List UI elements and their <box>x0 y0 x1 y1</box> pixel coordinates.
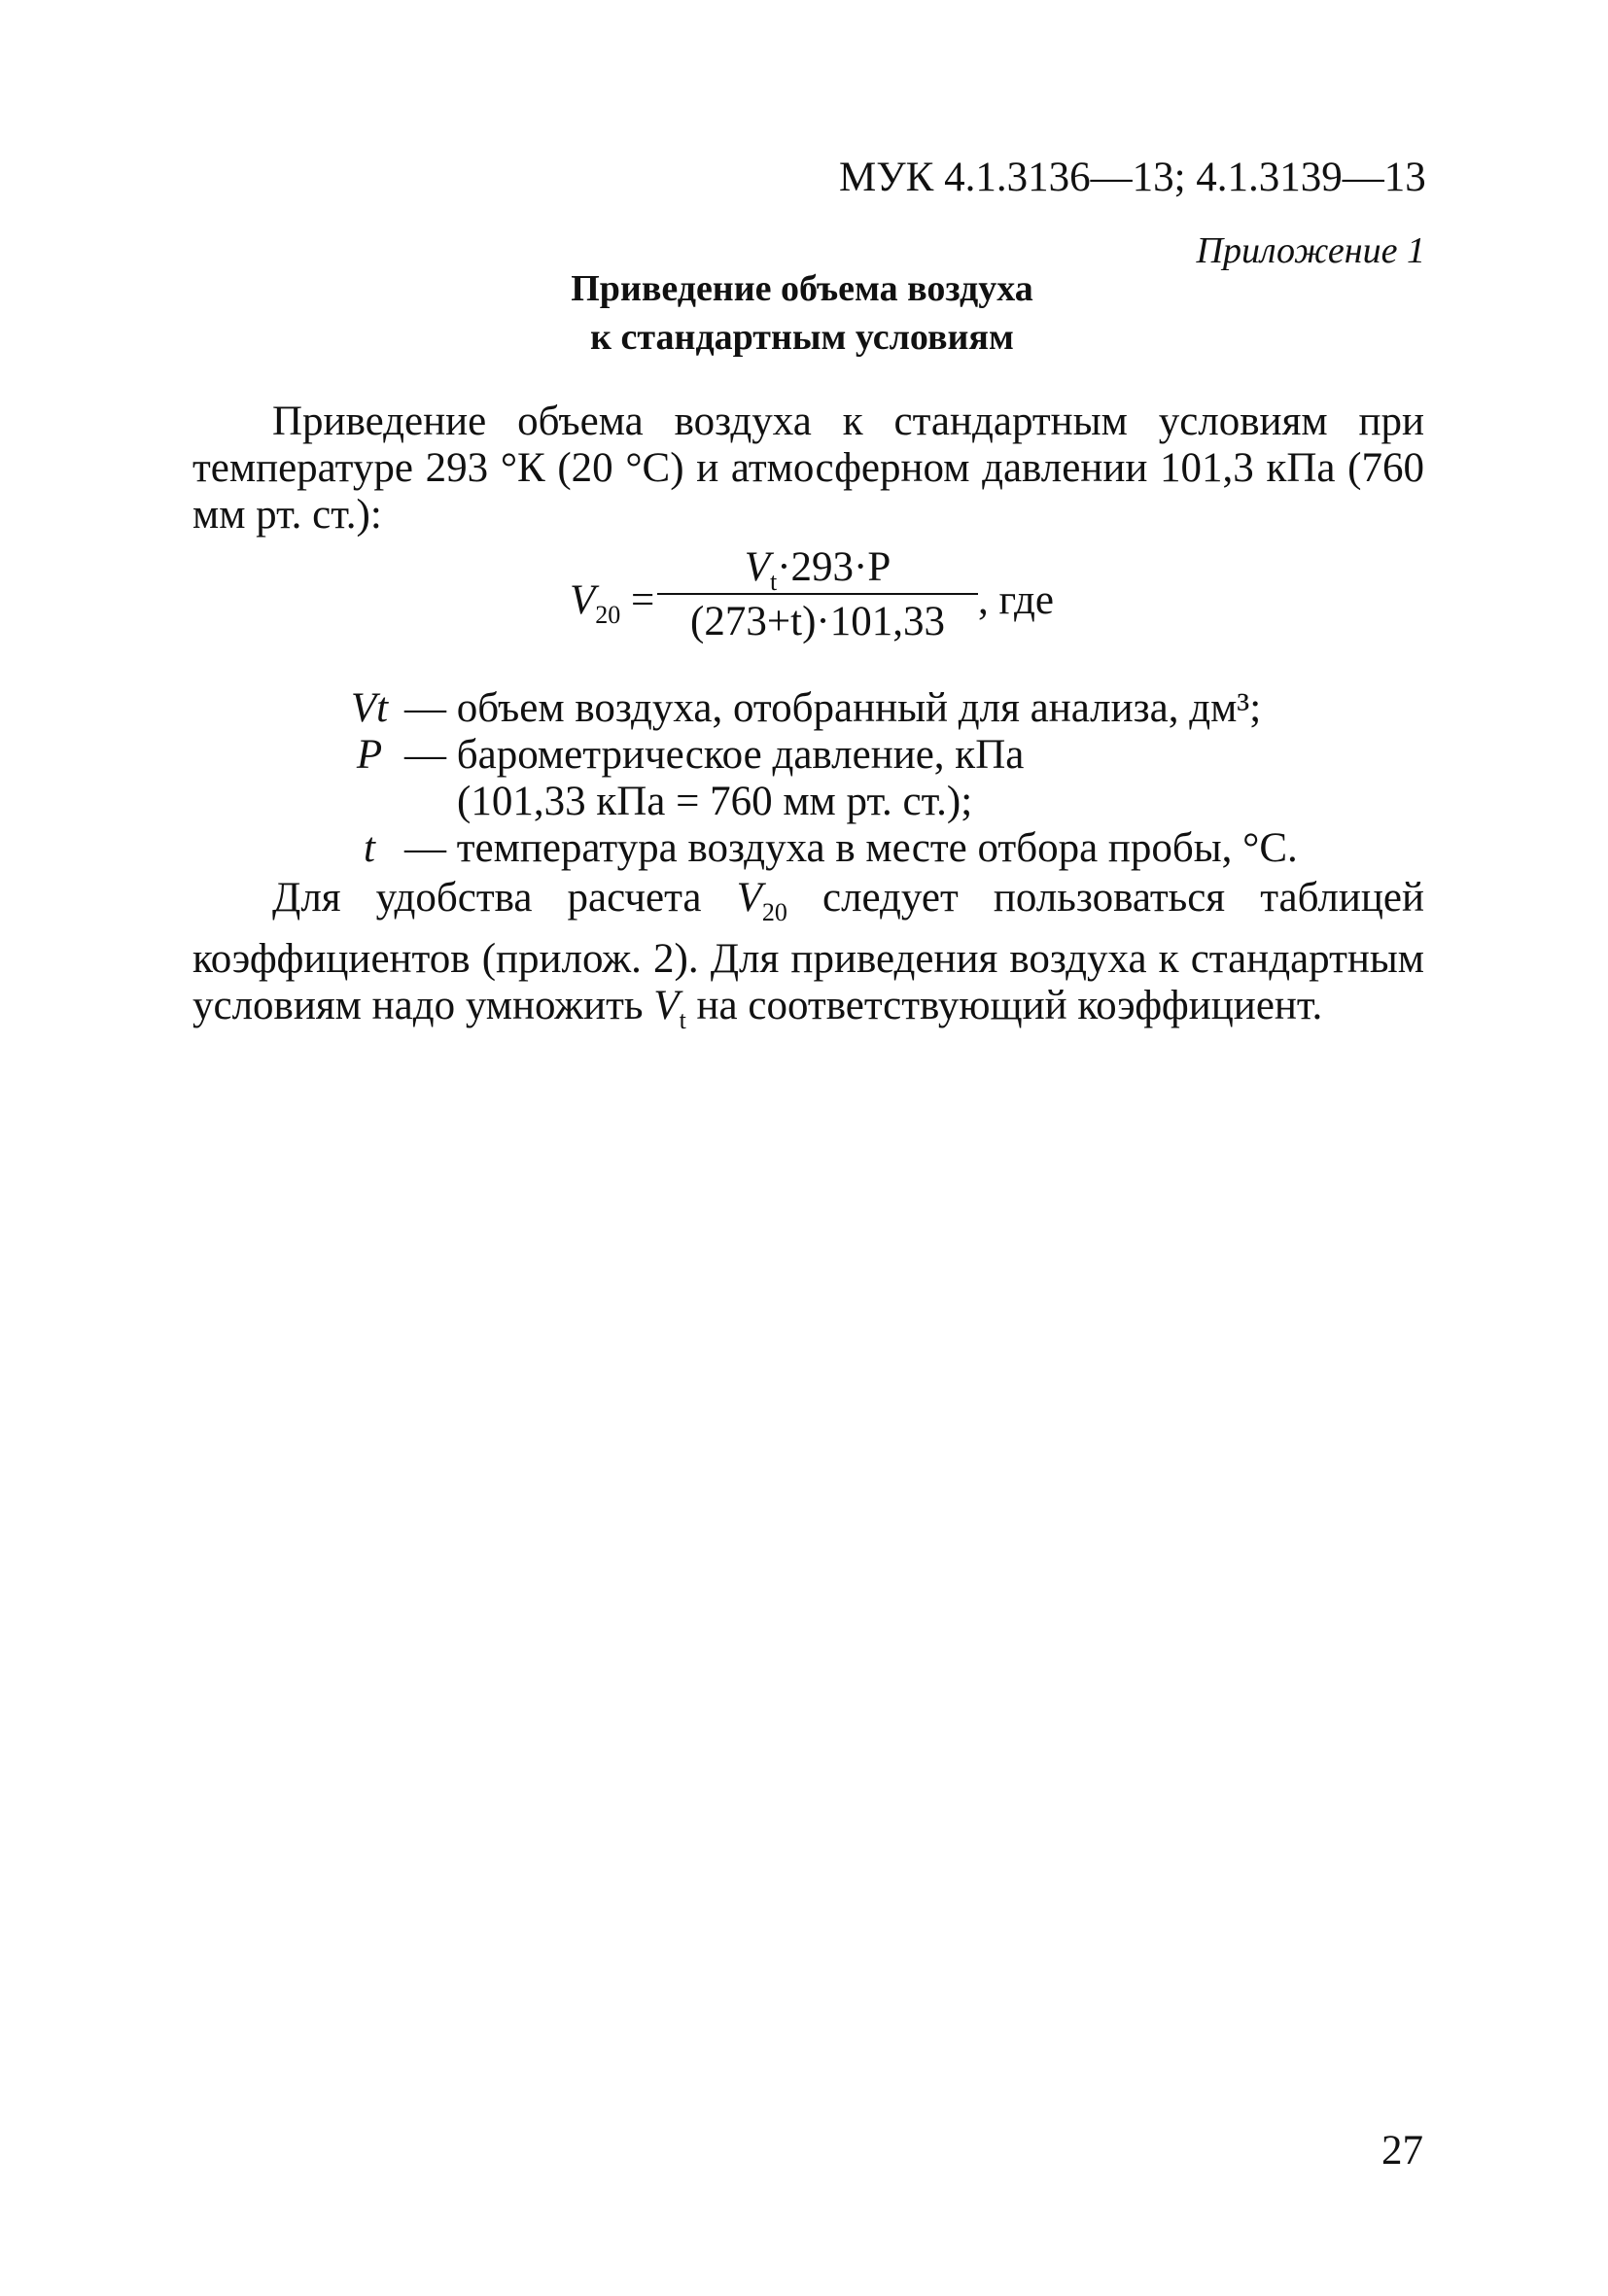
appendix-label: Приложение 1 <box>1196 230 1425 271</box>
definition-text: — объем воздуха, отобранный для анализа, дм³; <box>404 685 1262 731</box>
formula-lhs <box>570 576 654 630</box>
formula-denominator: (273+t)·101,33 <box>690 599 945 644</box>
page-number: 27 <box>1381 2128 1423 2174</box>
document-code-header: МУК 4.1.3136—13; 4.1.3139—13 <box>839 155 1426 200</box>
definition-text: (101,33 кПа = 760 мм рт. ст.); <box>457 779 973 824</box>
formula-numerator <box>657 542 978 596</box>
formula-lhs-subscript: 20 <box>595 601 621 629</box>
formula-trailing-text: , где <box>978 577 1054 623</box>
formula <box>570 542 1075 669</box>
final-paragraph <box>192 875 1424 1044</box>
section-title-line-1: Приведение объема воздуха <box>571 268 1033 309</box>
definition-symbol: Vt <box>350 685 389 731</box>
definition-text: — барометрическое давление, кПа <box>404 732 1025 778</box>
formula-equals-sign: = <box>631 577 655 623</box>
formula-lhs-symbol: V <box>570 577 596 623</box>
definition-text: — температура воздуха в месте отбора пробы, °С. <box>404 825 1298 871</box>
formula-fraction <box>657 542 978 645</box>
final-paragraph-symbol-vt: V <box>653 983 680 1028</box>
formula-numerator-symbol: V <box>744 544 770 590</box>
final-paragraph-symbol-vt-subscript: t <box>679 1006 686 1034</box>
final-paragraph-part-3: на соответствующий коэффициент. <box>685 983 1323 1028</box>
definition-symbol: P <box>356 732 383 778</box>
definition-symbol: t <box>364 825 375 871</box>
final-paragraph-symbol-v20-subscript: 20 <box>761 898 787 926</box>
final-paragraph-part-2: следует пользоваться таблицей коэффициентов (прилож. 2). Для приведения воздуха к стандартным условиям надо умножить <box>192 875 1424 1028</box>
formula-numerator-rest: ·293·P <box>777 544 891 590</box>
section-title-line-2: к стандартным условиям <box>590 317 1014 358</box>
final-paragraph-symbol-v20: V <box>736 875 762 921</box>
formula-numerator-subscript: t <box>769 568 778 596</box>
intro-paragraph: Приведение объема воздуха к стандартным условиям при температуре 293 °К (20 °С) и атмосферном давлении 101,3 кПа (760 мм рт. ст.): <box>192 399 1424 538</box>
section-title <box>389 264 1215 362</box>
final-paragraph-part-1: Для удобства расчета <box>272 875 737 921</box>
